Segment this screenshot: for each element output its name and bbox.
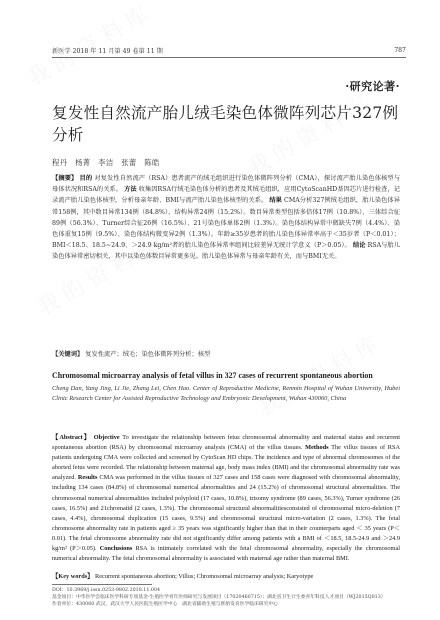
methods-text: 收集因RSA行绒毛染色体分析的患者及其绒毛组织，应用CytoScanHD基因芯片进行检查，记录流产胎儿染色体核型，分析母亲年龄、BMI与流产胎儿染色体核型的关系。 <box>52 186 400 205</box>
funding-note: 基金项目：中华医学会临床医学科研专项基金-生殖医学青年医师研究与发展项目（17020460715）；湖北省卫生计生委青年科技人才项目（WJ2015Q013） <box>52 595 386 600</box>
english-authors: Cheng Dan, Yang Jing, Li Jie, Zhang Lei, Chen Hao. Center of Reproductive Medicine, Renmin Hospital of Wuhan University, Hubei Clinic Research Center for Assisted Reproductive Technology and Embryonic Development, Wuhan 430060, China <box>52 385 400 402</box>
en-methods-label: Methods <box>305 444 329 452</box>
keywords-label: 【关键词】 <box>52 351 84 358</box>
objective-text: 对复发性自然流产（RSA）患者流产的绒毛组织进行染色体微阵列分析（CMA），探讨流产胎儿染色体核型与母体状况和RSA的关系。 <box>52 175 400 194</box>
doi: DOI：10.3969/j.issn.0253-9802.2018.11.004 <box>52 588 161 593</box>
en-abstract-label: 【Abstract】 <box>52 434 92 441</box>
en-results-label: Results <box>77 474 98 482</box>
results-text: CMA分析327例绒毛组织，胎儿染色体异常158例，其中数目异常134例（84.8%），结构异常24例（15.2%）。数目异常类型包括多倍体17例（10.8%）、三体综合征89例（56.3%）、Turner综合征26例（16.5%）、21号染色体单体2例（1.3%）。染色体结构异常中微缺失7例（4.4%）、染色体重复15例（9.5%）、染色体结构微变异2例（1.3%）。年龄≥35岁患者的胎儿染色体异常率高于＜35岁者（P＜0.01）；BMI＜18.5、18.5~24.9、＞24.9 kg/m²者的胎儿染色体异常率组间比较差异无统计学意义（P＞0.05）。 <box>52 197 400 250</box>
abstract-label: 【摘要】 <box>52 175 78 182</box>
en-objective-label: Objective <box>93 434 120 441</box>
affiliation-note: 作者单位：430060 武汉，武汉大学人民医院生殖医学中心 湖北省辅助生殖与胚胎发育医学临床研究中心 <box>52 602 279 607</box>
authors: 程丹 杨菁 李洁 张蕾 陈皓 <box>52 158 160 167</box>
english-title: Chromosomal microarray analysis of fetal villus in 327 cases of recurrent spontaneous abortion <box>52 371 373 380</box>
en-conclusion-label: Conclusions <box>99 545 133 553</box>
methods-label: 方法 <box>124 186 137 194</box>
en-keywords-label: 【Key words】 <box>52 573 94 580</box>
footnote-divider <box>52 584 152 585</box>
results-label: 结果 <box>269 197 282 205</box>
header-divider <box>52 57 406 58</box>
footnotes <box>52 587 400 608</box>
article-title: 复发性自然流产胎儿绒毛染色体微阵列芯片327例分析 <box>52 104 399 144</box>
en-methods-text: The villus tissues of RSA patients undergoing CMA were collected and screened by CytoScan HD chips. The incidence and type of abnormal chromosomes of the aborted fetus were recorded. The relationship between maternal age, body mass index (BMI) and the chromosomal abnormality rate was analyzed. <box>52 444 400 482</box>
english-abstract <box>52 433 400 564</box>
en-objective-text: To investigate the relationship between fetus chromosomal abnormality and maternal status and recurrent spontaneous abortion (RSA) by chromosomal microarray analysis (CMA) of the villus tissues. <box>52 434 401 452</box>
section-tag: ·研究论著· <box>345 80 400 93</box>
en-conclusion-text: RSA is intimately correlated with the fetal chromosomal abnormality, especially the chromosomal numerical abnormality. The fetal chromosomal abnormality is associated with maternal age rather than maternal BMI. <box>52 545 400 563</box>
chinese-keywords <box>52 350 400 360</box>
english-keywords <box>52 572 400 581</box>
journal-info: 新医学 2018 年 11 月第 49 卷第 11 期 <box>52 47 163 55</box>
page-number: 787 <box>394 46 406 54</box>
keywords-text: 复发性流产；绒毛；染色体微阵列分析；核型 <box>85 351 211 358</box>
chinese-abstract <box>52 173 400 263</box>
conclusion-text: RSA与胎儿染色体异常密切相关，其中以染色体数目异常更多见。胎儿染色体异常与母亲年龄有关，而与BMI无关。 <box>52 242 400 261</box>
en-results-text: CMA was performed in the villus tissues of 327 cases and 158 cases were diagnosed with chromosomal abnormality, including 134 cases (84.8%) of chromosomal numerical abnormalities and 24 (15.2%) of chromosomal structural abnormalities. The chromosomal numerical abnormalities included polyploid (17 cases, 10.8%), trisomy syndrome (89 cases, 56.3%), Turner syndrome (26 cases, 16.5%) and 21chromatid (2 cases, 1.3%). The chromosomal structural abnormalitiesconsisted of chromosomal micro-deletion (7 cases, 4.4%), chromosomal duplication (15 cases, 9.5%) and chromosomal structural micro-variation (2 cases, 1.3%). The fetal chromosome abnormality rate in patients aged ≥ 35 years was significantly higher than that in their counterparts aged ＜ 35 years (P＜0.01). The fetal chromosome abnormality rate did not significantly differ among patients with a BMI of ＜18.5, 18.5-24.9 and ＞24.9 kg/m² (P＞0.05). <box>52 474 400 553</box>
running-header <box>52 44 406 56</box>
objective-label: 目的 <box>79 175 93 182</box>
conclusion-label: 结论 <box>352 242 366 250</box>
en-keywords-text: Recurrent spontaneous abortion; Villus; Chromosomal microarray analysis; Karyotype <box>95 573 314 580</box>
